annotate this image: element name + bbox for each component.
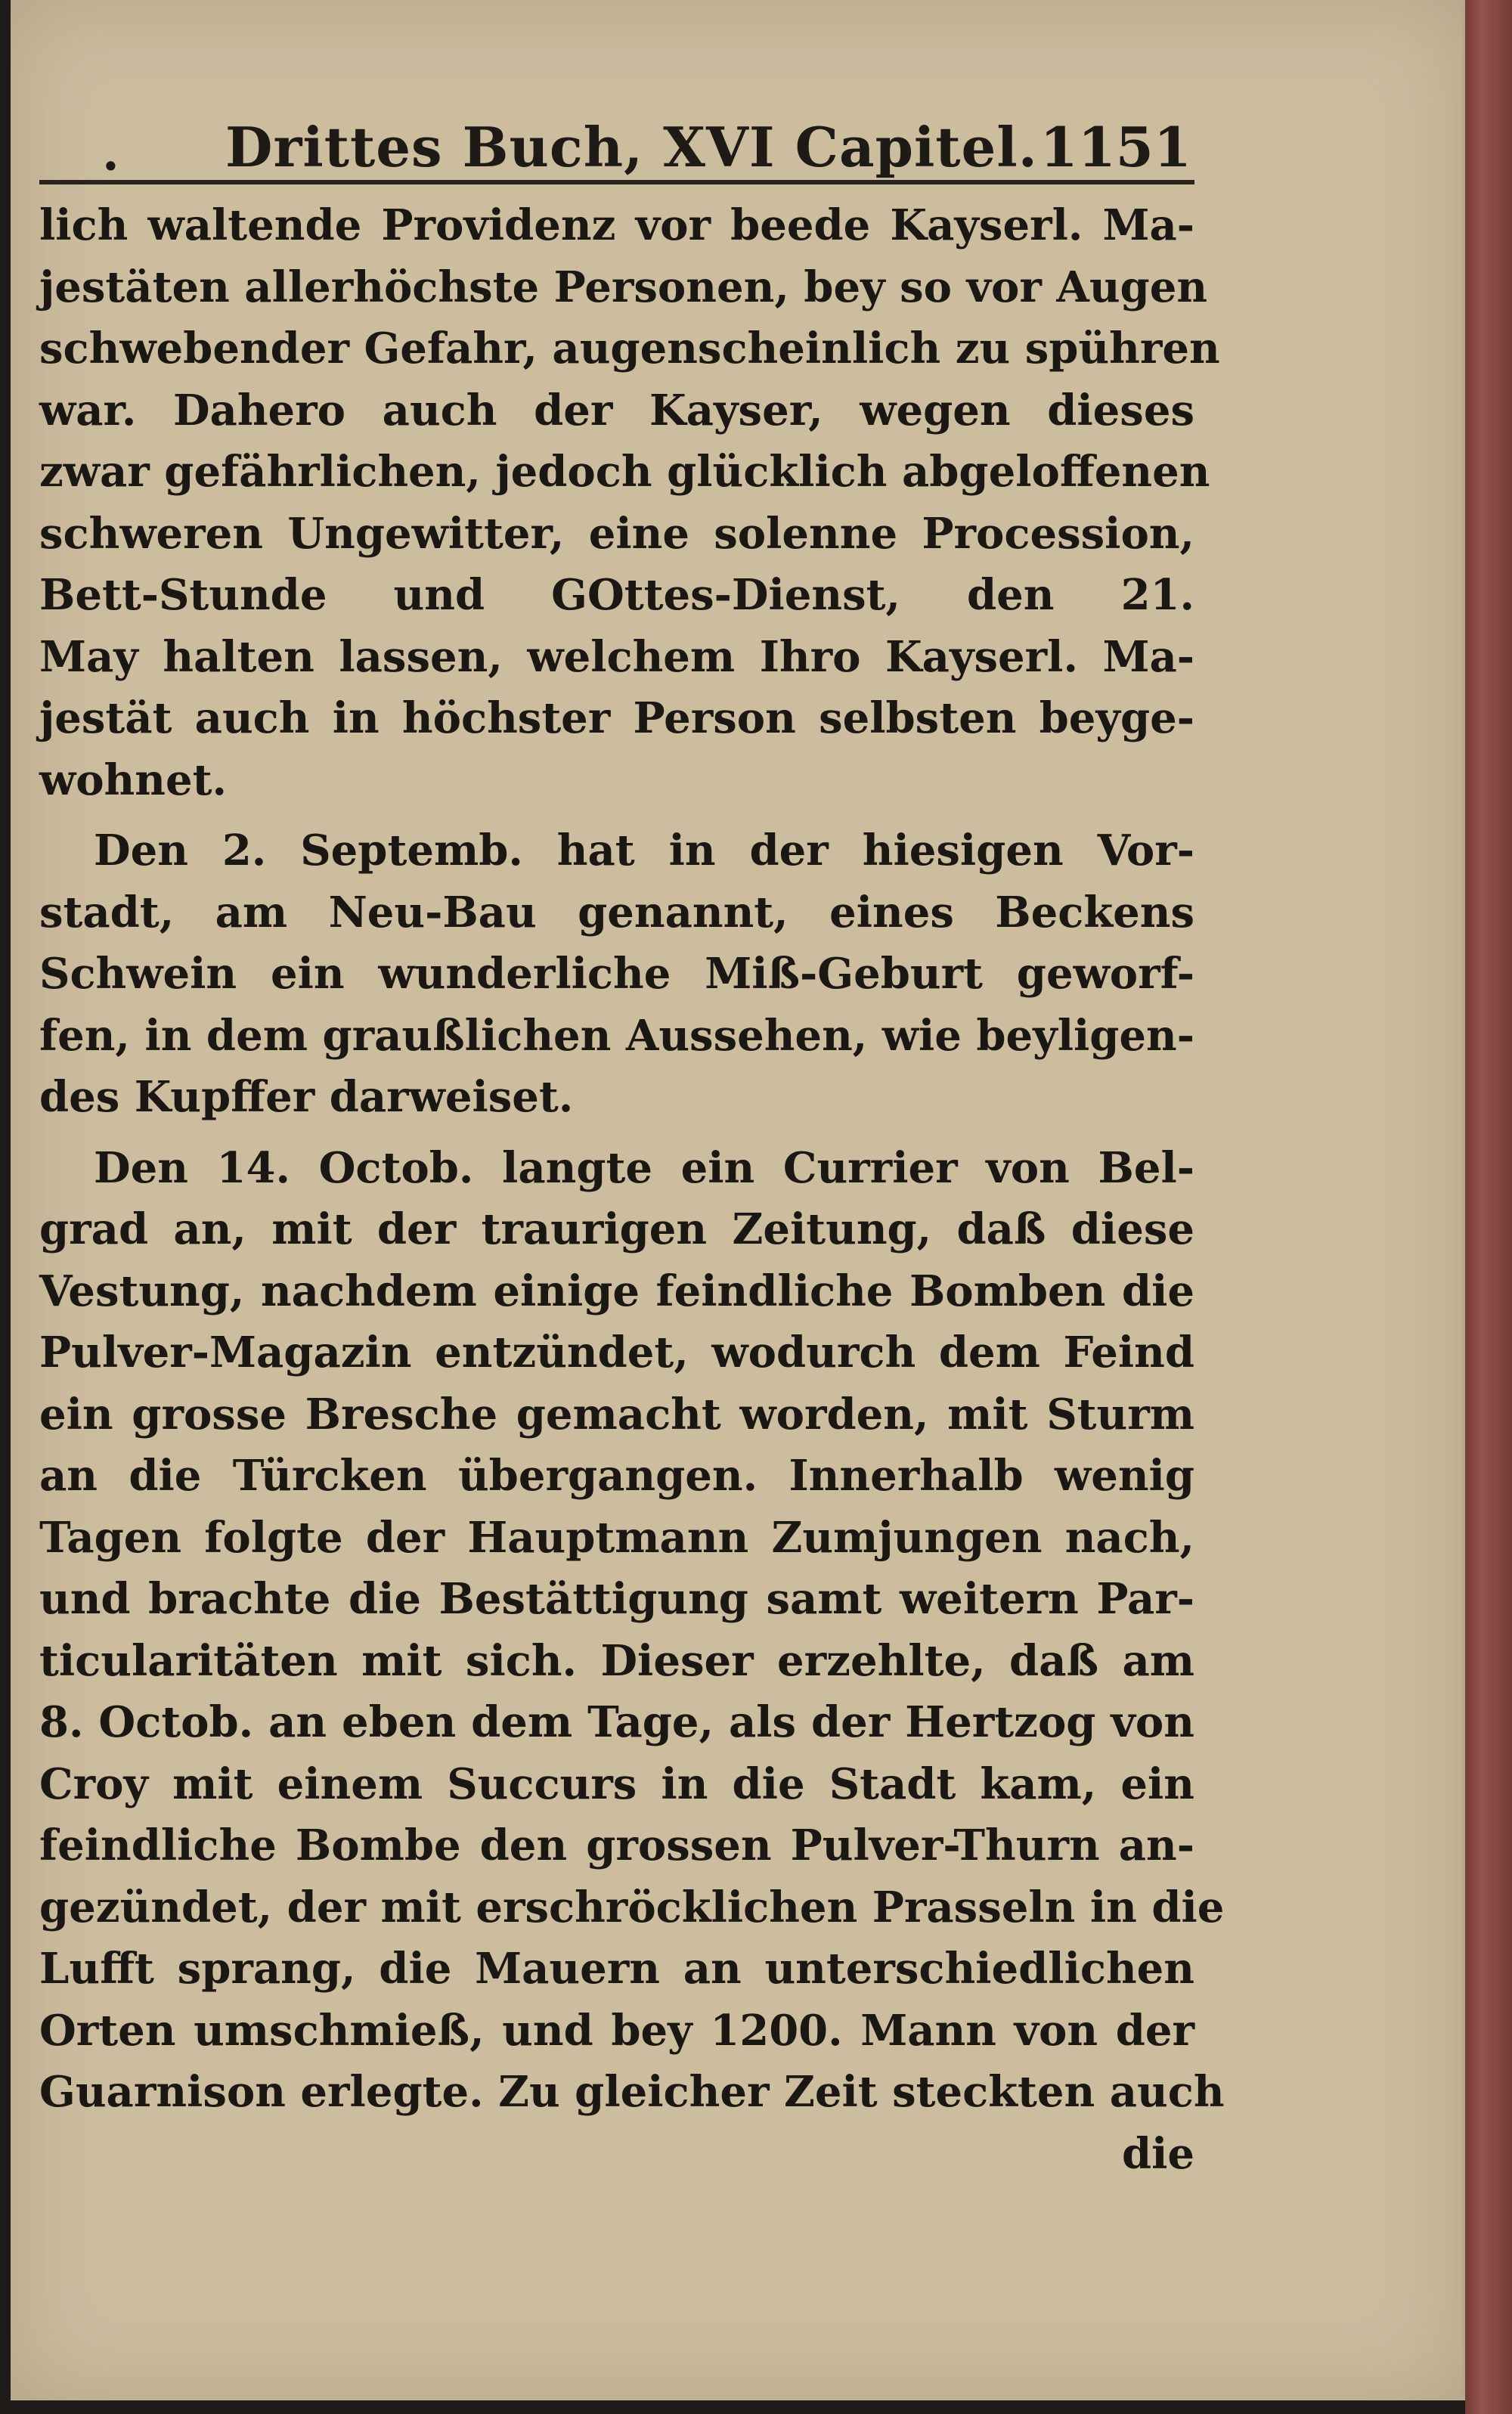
- text-line: jestät auch in höchster Person selbsten beyge-: [39, 693, 1194, 743]
- page-edge: [1465, 0, 1512, 2414]
- paragraph: [39, 820, 1194, 1129]
- text-line: Lufft sprang, die Mauern an unterschiedlichen: [39, 1944, 1194, 1994]
- text-line: Bett-Stunde und GOttes-Dienst, den 21.: [39, 570, 1194, 620]
- text-line: stadt, am Neu-Bau genannt, eines Beckens: [39, 887, 1194, 937]
- header-dot: •: [101, 148, 120, 185]
- text-line: wohnet.: [39, 755, 227, 805]
- text-line: ticularitäten mit sich. Dieser erzehlte, daß am: [39, 1635, 1194, 1686]
- text-line: 8. Octob. an eben dem Tage, als der Hertzog von: [39, 1697, 1194, 1747]
- paragraph: [39, 195, 1220, 811]
- page-body: [39, 195, 1225, 2185]
- text-line: war. Dahero auch der Kayser, wegen dieses: [39, 385, 1194, 435]
- running-head: Drittes Buch, XVI Capitel.: [225, 115, 1038, 179]
- page-header: [39, 106, 1194, 184]
- book-page: [11, 0, 1465, 2400]
- page-number: 1151: [1040, 115, 1191, 179]
- text-line: fen, in dem graußlichen Aussehen, wie beyligen-: [39, 1010, 1194, 1061]
- text-line: Orten umschmieß, und bey 1200. Mann von der: [39, 2005, 1194, 2056]
- text-line: Schwein ein wunderliche Miß-Geburt geworf-: [39, 949, 1194, 999]
- text-block: [39, 106, 1225, 2185]
- text-line: schwebender Gefahr, augenscheinlich zu spühren: [39, 324, 1220, 373]
- text-line: ein grosse Bresche gemacht worden, mit Sturm: [39, 1389, 1194, 1439]
- text-line: May halten lassen, welchem Ihro Kayserl. Ma-: [39, 631, 1194, 682]
- text-line: Den 2. Septemb. hat in der hiesigen Vor-: [94, 826, 1194, 875]
- text-line: lich waltende Providenz vor beede Kayserl. Ma-: [39, 200, 1194, 250]
- text-line: grad an, mit der traurigen Zeitung, daß diese: [39, 1204, 1194, 1254]
- paragraph-gap: [39, 1129, 1194, 1138]
- text-line: an die Türcken übergangen. Innerhalb wenig: [39, 1451, 1194, 1501]
- text-line: schweren Ungewitter, eine solenne Procession,: [39, 508, 1194, 559]
- text-line: Croy mit einem Succurs in die Stadt kam, ein: [39, 1759, 1194, 1809]
- text-line: Tagen folgte der Hauptmann Zumjungen nach,: [39, 1512, 1194, 1563]
- text-line: Vestung, nachdem einige feindliche Bomben die: [39, 1266, 1194, 1316]
- paragraph: [39, 1138, 1225, 2124]
- text-line: Guarnison erlegte. Zu gleicher Zeit steckten auch: [39, 2067, 1225, 2117]
- text-line: jestäten allerhöchste Personen, bey so vor Augen: [39, 262, 1208, 312]
- text-line: Pulver-Magazin entzündet, wodurch dem Feind: [39, 1328, 1194, 1377]
- text-line: zwar gefährlichen, jedoch glücklich abgeloffenen: [39, 447, 1210, 497]
- catchword: die: [1121, 2128, 1194, 2179]
- paragraph-gap: [39, 811, 1194, 820]
- text-line: Den 14. Octob. langte ein Currier von Bel-: [94, 1142, 1194, 1193]
- text-line: des Kupffer darweiset.: [39, 1072, 574, 1122]
- text-line: und brachte die Bestättigung samt weitern Par-: [39, 1574, 1194, 1624]
- text-line: gezündet, der mit erschröcklichen Prasseln in die: [39, 1882, 1225, 1932]
- text-line: feindliche Bombe den grossen Pulver-Thurn an-: [39, 1821, 1194, 1870]
